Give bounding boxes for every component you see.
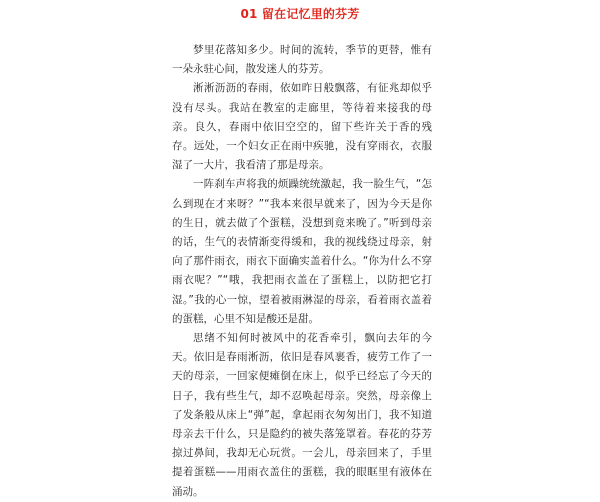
page-title: 01 留在记忆里的芬芳 [240, 7, 360, 21]
paragraph-1: 梦里花落知多少。时间的流转，季节的更替，惟有一朵永驻心间，散发迷人的芬芳。 [172, 44, 432, 76]
paragraph-2: 淅淅沥沥的春雨，依如昨日般飘落，有征兆却似乎没有尽头。我站在教室的走廊里，等待着来接我的母亲。良久，春雨中依旧空空的，留下些许关于香的残存。远处，一个妇女正在雨中疾驰，没有穿雨衣，衣服湿了一大片，我看清了那是母亲。 [172, 82, 432, 172]
paragraph-4: 思绪不知何时被风中的花香牵引，飘向去年的今天。依旧是春雨淅沥，依旧是春风裹香，疲劳工作了一天的母亲，一回家便瘫倒在床上，似乎已经忘了今天的日子，我有些生气，却不忍唤起母亲。突然，母亲像上了发条般从床上“弹”起，拿起雨衣匆匆出门，我不知道母亲去干什么，只是隐约的被失落笼罩着。春花的芬芳掠过鼻间，我却无心玩赏。一会儿，母亲回来了，手里提着蛋糕——用雨衣盖住的蛋糕，我的眼眶里有液体在涌动。 [172, 332, 432, 498]
paragraph-3: 一阵刹车声将我的烦躁统统激起，我一脸生气，“怎么到现在才来呀？”“我本来很早就来了，因为今天是你的生日，就去做了个蛋糕，没想到竟来晚了。”听到母亲的话，生气的表情渐变得缓和，我的视线绕过母亲，射向了那件雨衣，雨衣下面确实盖着什么。“你为什么不穿雨衣呢？”“哦，我把雨衣盖在了蛋糕上，以防把它打湿。”我的心一惊，望着被雨淋湿的母亲，看着雨衣盖着的蛋糕，心里不知是酸还是甜。 [172, 178, 432, 325]
article-body [172, 41, 432, 502]
